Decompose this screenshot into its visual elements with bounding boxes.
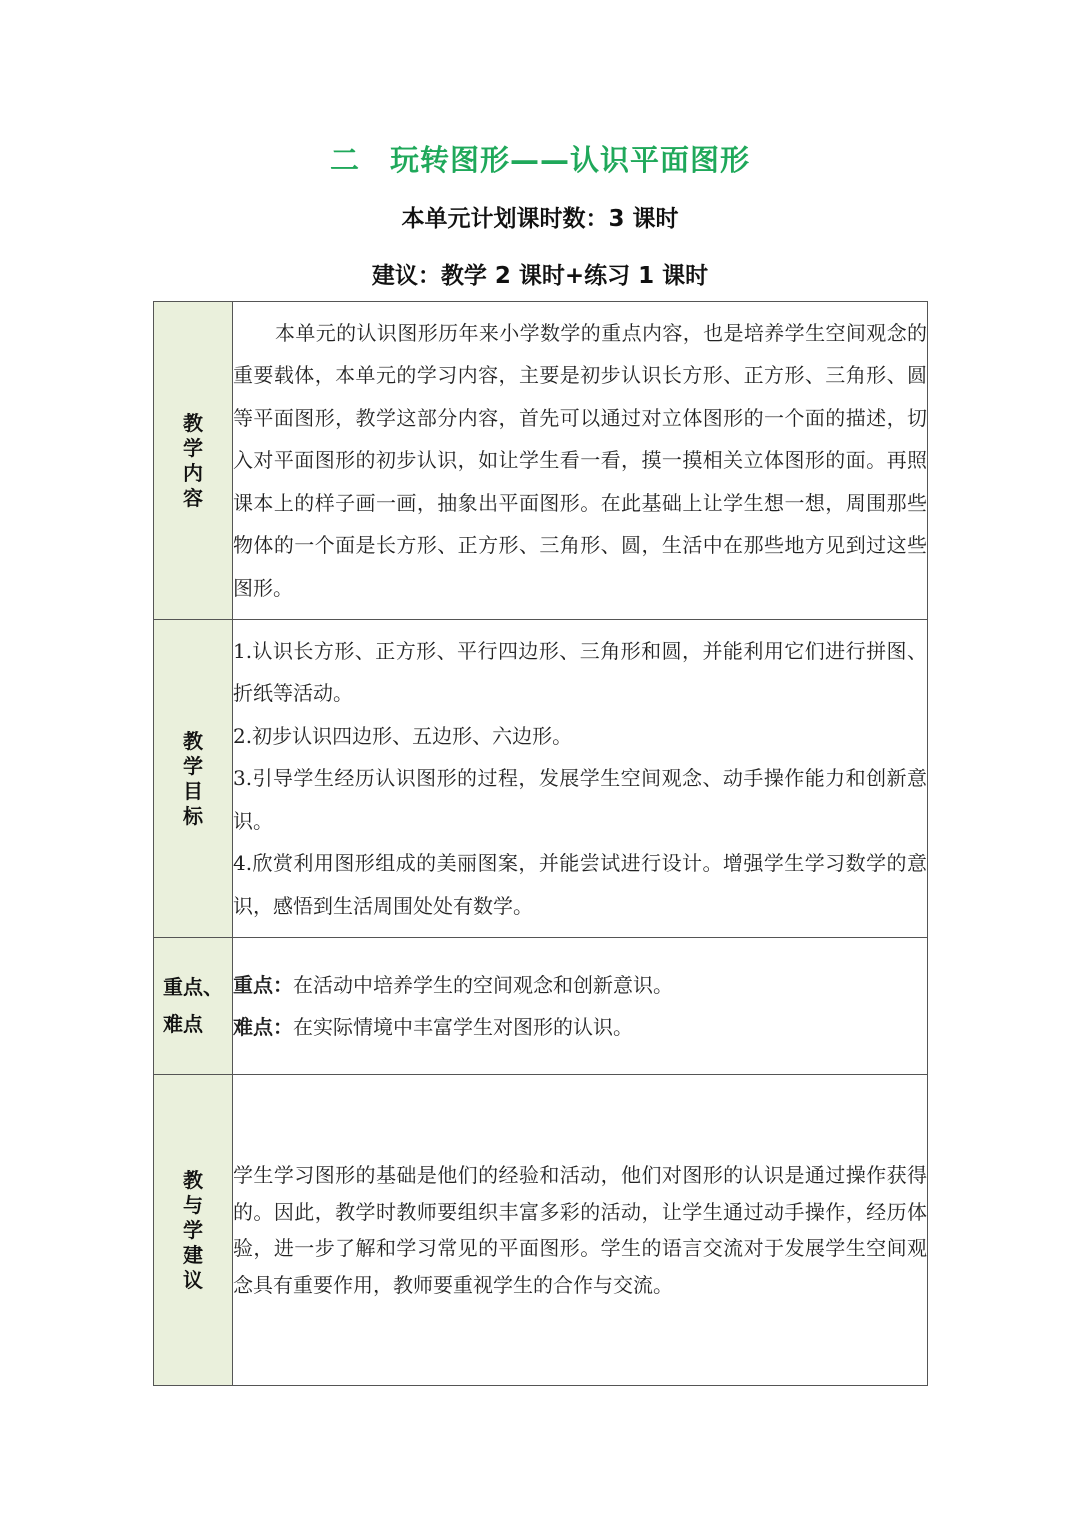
suggestions-cell <box>233 1075 928 1386</box>
planned-hours: 本单元计划课时数：3 课时 <box>401 206 679 232</box>
row-label-teaching-content: 教学内容 <box>154 302 233 620</box>
table-row-key-points <box>154 938 928 1075</box>
goal-item: 2.初步认识四边形、五边形、六边形。 <box>233 723 573 748</box>
teaching-goals-cell <box>233 620 928 938</box>
table-row-suggestions <box>154 1075 928 1386</box>
goal-item: 4.欣赏利用图形组成的美丽图案，并能尝试进行设计。增强学生学习数学的意识，感悟到生活周围处处有数学。 <box>233 851 927 918</box>
unit-plan-table <box>153 301 928 1386</box>
difficulty-label: 难点： <box>233 1015 293 1039</box>
teaching-content-cell <box>233 302 928 620</box>
difficulty-line <box>233 1006 927 1049</box>
key-point-text: 在活动中培养学生的空间观念和创新意识。 <box>293 972 673 997</box>
key-point-line <box>233 964 927 1007</box>
row-label-key-points: 重点、 难点 <box>154 938 233 1075</box>
table-row-teaching-content <box>154 302 928 620</box>
suggestions-paragraph: 学生学习图形的基础是他们的经验和活动，他们对图形的认识是通过操作获得的。因此，教学时教师要组织丰富多彩的活动，让学生通过动手操作，经历体验，进一步了解和学习常见的平面图形。学生的语言交流对于发展学生空间观念具有重要作用，教师要重视学生的合作与交流。 <box>233 1163 927 1297</box>
hours-suggestion: 建议：教学 2 课时+练习 1 课时 <box>371 263 709 289</box>
row-label-teaching-goals: 教学目标 <box>154 620 233 938</box>
teaching-content-paragraph: 本单元的认识图形历年来小学数学的重点内容，也是培养学生空间观念的重要载体，本单元的学习内容，主要是初步认识长方形、正方形、三角形、圆等平面图形，教学这部分内容，首先可以通过对立体图形的一个面的描述，切入对平面图形的初步认识，如让学生看一看，摸一摸相关立体图形的面。再照课本上的样子画一画，抽象出平面图形。在此基础上让学生想一想，周围那些物体的一个面是长方形、正方形、三角形、圆，生活中在那些地方见到过这些图形。 <box>233 320 927 600</box>
unit-number: 二 <box>329 143 360 177</box>
key-points-cell <box>233 938 928 1075</box>
difficulty-text: 在实际情境中丰富学生对图形的认识。 <box>293 1015 633 1039</box>
table-row-teaching-goals <box>154 620 928 938</box>
goal-item: 3.引导学生经历认识图形的过程，发展学生空间观念、动手操作能力和创新意识。 <box>233 766 927 833</box>
goal-item: 1.认识长方形、正方形、平行四边形、三角形和圆，并能利用它们进行拼图、折纸等活动。 <box>233 638 927 706</box>
key-point-label: 重点： <box>233 972 293 997</box>
unit-title <box>0 138 1080 179</box>
row-label-suggestions: 教与学建议 <box>154 1075 233 1386</box>
unit-title-text: 玩转图形——认识平面图形 <box>390 143 751 177</box>
